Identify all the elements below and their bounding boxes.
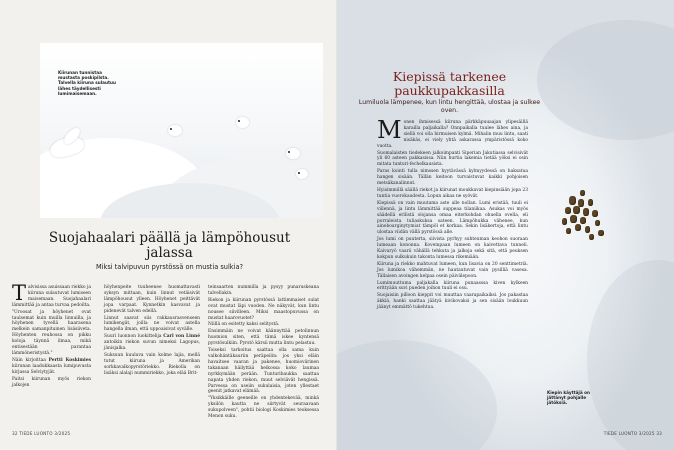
subtitle: Miksi talvipuvun pyrstössä on mustia sulkia? [95, 263, 243, 271]
sitting-bird [168, 125, 182, 136]
subtitle: Lumiluola lämpenee, kun lintu hengittää, ulostaa ja sulkee oven. [358, 99, 541, 114]
photo-caption: Kiepin käyttäjä on jättänyt pohjalle jätöksiä. [547, 390, 591, 406]
author-name: Pertti Koskimies [48, 357, 91, 363]
dropcap: M [377, 116, 402, 144]
sitting-bird [296, 169, 308, 179]
spine-fold [336, 0, 338, 450]
page-footer: 32 TIEDE LUONTO 3/2025 [12, 431, 71, 436]
page-footer: TIEDE LUONTO 3/2025 33 [603, 431, 662, 436]
sitting-bird [286, 148, 300, 159]
text-column: Monen ihmisessä kiiruna pärkkäpuuaajan ylipesäillä karailla paljaikalla? Onnpaikalla tuulee lähes aina, ja siellä voi olla hirmuisen kylmä. Mihalin muu lintu, saati nisäkäs, ei viely yhtä askarassa ympäristössä koko vuotta. Suomalaisten tiedekeen jalkoimpanti Siperian Jakutiassa selvisivät yli 60 asteen pakkasissa. Niin hurtia lakemia tietää yöksi ei osin mitata tunturi-fechelkausista. Paras kointi tulla nimssen hyytävässä kylmyydessä on haksatua hangen sisään. Tällän keitoon turvaistuvat kaikki pohjoisen metsäkanalinnut. Hyisimmillä säällä riekot ja kiirunat moukkavat kiepinsiään jopa 23 tuntia vuorokaudesta. Lopun aikaa ne syövät. Kiepissä on vain muutama aste alle nollan. Lumi eristää, tuuli ei viilennä, ja lintu lämmittää suppeaa tilaniikaa. Asukas voi myös säädellä erilistä olojansa omaa eiterkohdan ohuella ovella, eli porraleista tuliaskuksa sateen. Lämpöhukka vähenee, kun aineboarginytymiat tämpöl et korkaa. Sekin lisäkertoja, että lintu ulostaa viidän vällä pyrstössä alle. Jos lumi on puuterta, siivista pyrhyy suhteuman keohon suoraan lumeaan kononna. Kovempaan lumeen on kaivettava tunneli. Kaivaryö vaarii vähällä tehkuta ja jalkoja sekä sitä, että peuksen kokpun sulkukuin takonta lumessa rikemiään. Kiiruna ja riekko mahtuvat lumeen, kun lisavia on 20 senttimetriä. Jos lumikoa vähemmän, ne hautautuvat vain pysilliä vasesa. Tällaisen avoingen kelpaa osein päivälepoon. Lumimuuttuma paljakalla kiiruna punaasssa kiven kylkeen erittyään suvi pueden joihon tuuli ei osu. Suojaisiin pilloon kieppit voi muuttaa vaarapaikaiksi. Jos pakastaa äkkiä, hanki saattaa jäätyä kivikovaksi ja sen sisään loukkuun jäänyt emmättö tukehtua. [377, 116, 528, 311]
page-title: Kiepissä tarkenee paukkupakkasilla [392, 69, 507, 98]
right-page [337, 0, 674, 450]
linne-name: Carl von Linné [163, 334, 200, 340]
dropcap: T [12, 281, 27, 305]
text-column-3: teinsaarten nummilla ja pysyy punaruskeana talvellakin. Riekon ja kiirunan pyrstössä lattimmaiset sulat ovat mustat läpi vuoden. Ne näkyvät, kun lintu nousee siivilleen. Miksi maastopuvussa on mustat haarovuotet? Niillä on esitetty kaksi selitystä. Ensimmäin ne voivat käännyttää petolinnun huomion siten, että tämä iskee kyntensä pyrstösulkiin. Pyrstö kärsii mutta lintu pelastuu. Toiseksi tarkoitus saattaa olla sama kuin valkohäntäkauriin peräpeilin: jos yksi eläin havaitsee vaaran ja pakenee, huomiovärinen takanaan häilyttää heikossa koko laumaa nyrkkymään perään. Tunturihaukka saattaa napata yhden riekon, muut selviävät hengissä. Parvessa on useiin sukulaisia, joten yllestaet geenit jatkavat elämää. "Yksikkäille geeneille on yhdentekevää, minkä yksilön kautta ne siirtyvät seuraavaan sukupolveen", pohtii biologi Koskimies teoksessa Menon suku. [208, 285, 319, 420]
sitting-bird [236, 117, 249, 128]
page-title: Suojahaalari päällä ja lämpöhousut jalassa [48, 230, 291, 261]
photo-caption: Kiirunan tunnistaa mustasta poskipilsta. Talvella kiiruna sulautuu lähes täydellisesti lumimaisemaan. [58, 70, 116, 96]
text-column-1: Talvisissa asuissaan riekko ja kiiruna sulautuvat lumiseen maisemaan. Suojahaalari lämmittää ja antaa turvaa pedoilta. "Uroosat ja höyhenet ovat taulsemat kuin muilla linnuilla, ja höyhenen tyvellä haarasena melkein samanpituinen lisäsiiveta. Höyhenten reuhossa on pikku koloja täynnä ilmaa, mikä entisestään parantaa lämmöneristystä." Näin kirjoittaa Pertti Koskimies kiirunan laadukkaasta lumipuvusta kirjassa Selviytyjät. Paitsi kiirunan myös riekon jalkojen [12, 281, 91, 388]
text-column-2: höyhenpeite tuuheenee huomattavasti syksyn mittaan, kuin linnut vetäisivät lämpöhousut ylleen. Höyhenet peittävät jopa varpaat. Kynnetkin kasvavat ja pidenevät talven edellä. Linnut saavat siis rakkausrasvenseen lumikengät, joilla ne voivat astella hangella ilman, että uppoaisivat syvälle. Suuri luonnon luokittelija Carl von Linné antoikin riekon suvun nimeksi Lagopus, jänisjalka. Suksuun kuuluva vain kolme lajia, mellä tutut kiiruna ja Amerikan sorkkavalkopyrstöriekko. Riekolla on lisäksi alalaji nummiriekko, joka elää Brit- [104, 285, 200, 376]
